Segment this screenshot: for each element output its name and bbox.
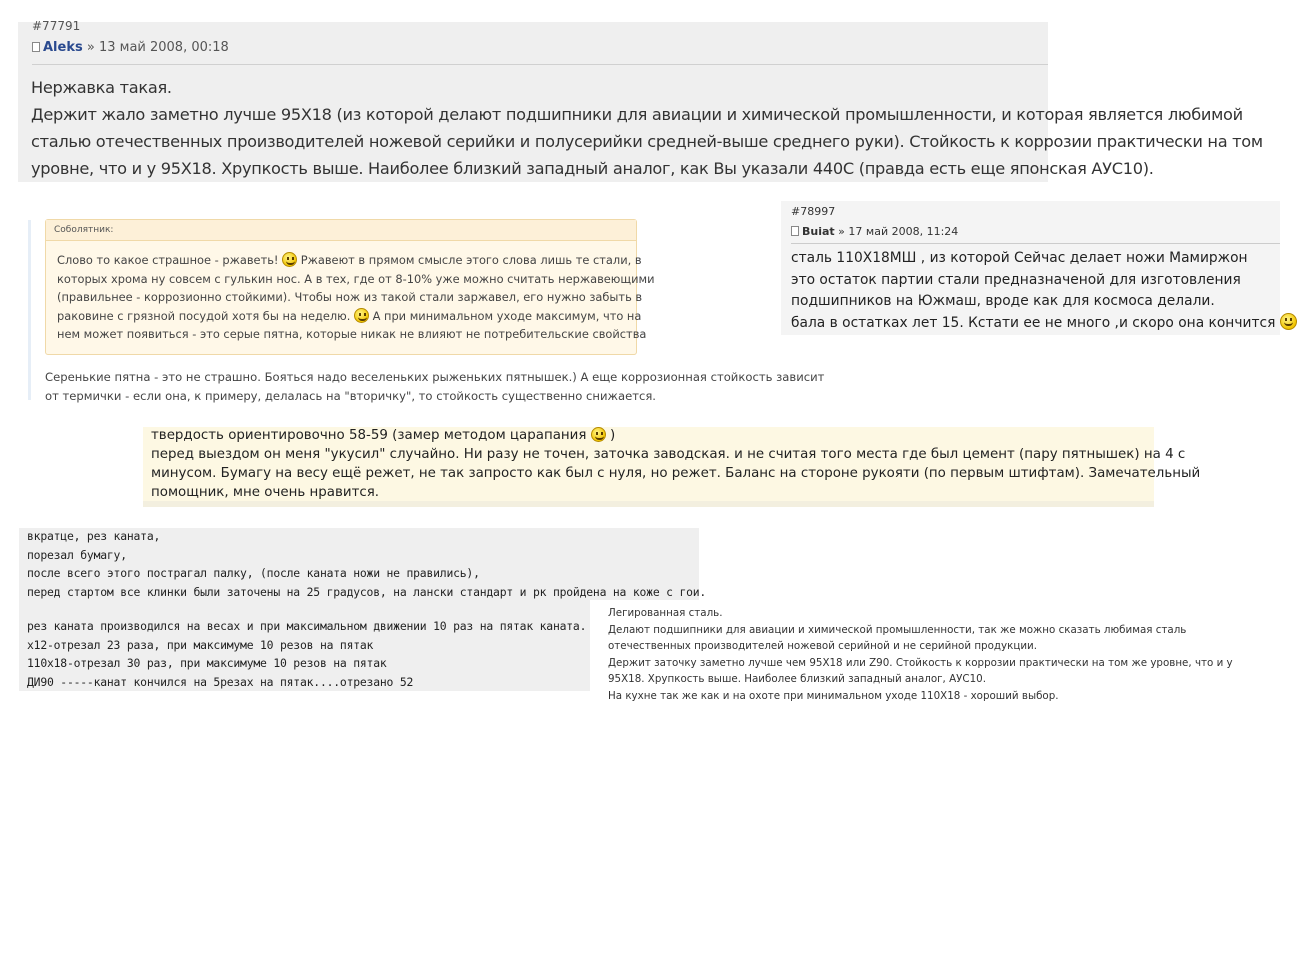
post-line: уровне, что и у 95Х18. Хрупкость выше. Наиболее близкий западный аналог, как Вы указали 440С (правда есть еще японская АУС10).: [31, 159, 1154, 178]
alloy-line: Держит заточку заметно лучше чем 95Х18 или Z90. Стойкость к коррозии практически на том же уровне, что и у: [608, 656, 1233, 669]
post-header: [791, 225, 958, 238]
alloy-line: 95Х18. Хрупкость выше. Наиболее близкий западный аналог, АУС10.: [608, 673, 986, 686]
post-divider: [32, 64, 1048, 65]
reply-body: [45, 368, 824, 406]
alloy-steel-note: [600, 600, 1250, 710]
rope-line: рез каната производился на весах и при максимальном движении 10 раз на пятак каната.: [27, 619, 587, 633]
review-line: [151, 426, 1200, 445]
rope-line: после всего этого пострагал палку, (после каната ножи не правились),: [27, 566, 480, 580]
grin-smiley-icon: [282, 252, 297, 267]
rope-test-body: [27, 527, 706, 601]
post-left-border: [28, 220, 31, 400]
rope-line: 110х18-отрезал 30 раз, при максимуме 10 резов на пятак: [27, 656, 387, 670]
post-line: Нержавка такая.: [31, 78, 172, 97]
post-line: [791, 313, 1297, 335]
quote-line: (правильнее - коррозионно стойкими). Чтобы нож из такой стали заржавел, его нужно забыть в: [57, 290, 643, 304]
review-text: ): [609, 428, 616, 443]
post-text: бала в остатках лет 15. Кстати ее не много ,и скоро она кончится: [791, 314, 1276, 331]
quote-body: [46, 241, 655, 344]
alloy-body: [608, 605, 1233, 705]
post-meta: [32, 19, 229, 55]
rope-results-body: [27, 617, 586, 691]
post-date: 13 май 2008, 00:18: [98, 40, 229, 55]
quote-text: раковине с грязной посудой хотя бы на неделю.: [57, 308, 351, 323]
alloy-line: На кухне так же как и на охоте при минимальном уходе 110Х18 - хороший выбор.: [608, 689, 1059, 702]
post-line: сталь 110Х18МШ , из которой Сейчас делает ножи Мамиржон: [791, 250, 1248, 266]
rope-test-results: [19, 600, 590, 691]
smile-smiley-icon: [591, 427, 606, 442]
review-bottom-strip: [143, 501, 1154, 507]
rope-line: порезал бумагу,: [27, 547, 127, 562]
quote-text: Слово то какое страшное - ржаветь!: [57, 253, 279, 267]
review-body: [151, 426, 1200, 502]
post-line: сталью отечественных производителей ножевой серийки и полусерийки средней-выше среднего руки). Стойкость к коррозии практически на том: [31, 132, 1263, 151]
rope-test-intro: [19, 528, 707, 600]
quote-line: [57, 251, 642, 270]
review-line: перед выездом он меня "укусил" случайно. Ни разу не точен, заточка заводская. и не считая того места где был цемент (пару пятнышек) на 4 с: [151, 447, 1186, 462]
alloy-line: Делают подшипники для авиации и химической промышленности, так же можно сказать любимая сталь: [608, 623, 1187, 636]
quote-line: нем может появиться - это серые пятна, которые никак не влияют не потребительские свойства: [57, 327, 647, 341]
review-line: помощник, мне очень нравится.: [151, 485, 380, 500]
review-post: [143, 427, 1201, 507]
rope-line: ДИ90 -----канат кончился на 5резах на пятак....отрезано 52: [27, 674, 414, 689]
alloy-line: Легированная сталь.: [608, 607, 723, 619]
post-icon[interactable]: [32, 42, 40, 52]
grin-smiley-icon: [354, 308, 369, 323]
rope-line: перед стартом все клинки были заточены на 25 градусов, на лански стандарт и рк пройдена на коже с гои.: [27, 584, 707, 599]
quote-text: Ржавеют в прямом смысле этого слова лишь те стали, в: [300, 253, 642, 267]
post-icon[interactable]: [791, 226, 799, 236]
post-buiat: [781, 201, 1280, 335]
author-name[interactable]: Aleks: [43, 40, 83, 55]
review-text: твердость ориентировочно 58-59 (замер методом царапания: [151, 428, 587, 443]
post-header: [32, 40, 229, 55]
review-line: минусом. Бумагу на весу ещё режет, не так запросто как был с нуля, но режет. Баланс на стороне рукояти (по первым штифтам). Замечательный: [151, 466, 1201, 481]
quote-author: Соболятник:: [46, 220, 636, 241]
post-body: [791, 248, 1297, 334]
quote-line: [57, 307, 642, 326]
quote-text: А при минимальном уходе максимум, что на: [372, 308, 642, 323]
quote-box: [45, 219, 655, 355]
reply-line: от термички - если она, к примеру, делалась на "вторичку", то стойкость существенно снижается.: [45, 389, 656, 403]
post-date: 17 май 2008, 11:24: [848, 225, 959, 238]
post-line: это остаток партии стали предназначеной для изготовления: [791, 271, 1241, 288]
post-line: Держит жало заметно лучше 95Х18 (из которой делают подшипники для авиации и химической промышленности, и которая является любимой: [31, 105, 1243, 124]
rope-line: вкратце, рез каната,: [27, 529, 161, 543]
author-name[interactable]: Buiat: [802, 225, 835, 238]
quote-line: которых хрома ну совсем с гулькин нос. А в тех, где от 8-10% уже можно считать нержавеющими: [57, 271, 655, 286]
post-number: #77791: [32, 19, 81, 33]
post-number: #78997: [791, 205, 836, 218]
post-aleks: [18, 19, 1263, 182]
post-line: подшипников на Южмаш, вроде как для космоса делали.: [791, 293, 1215, 309]
separator: »: [838, 225, 845, 238]
rope-line: х12-отрезал 23 раза, при максимуме 10 резов на пятак: [27, 637, 374, 652]
alloy-line: отечественных производителей ножевой серийной и не серийной продукции.: [608, 640, 1037, 653]
post-body: [31, 74, 1263, 182]
post-divider: [791, 243, 1280, 244]
separator: »: [86, 40, 95, 55]
reply-line: Серенькие пятна - это не страшно. Бояться надо веселеньких рыженьких пятнышек.) А еще коррозионная стойкость зависит: [45, 370, 825, 384]
smile-smiley-icon: [1280, 313, 1297, 330]
